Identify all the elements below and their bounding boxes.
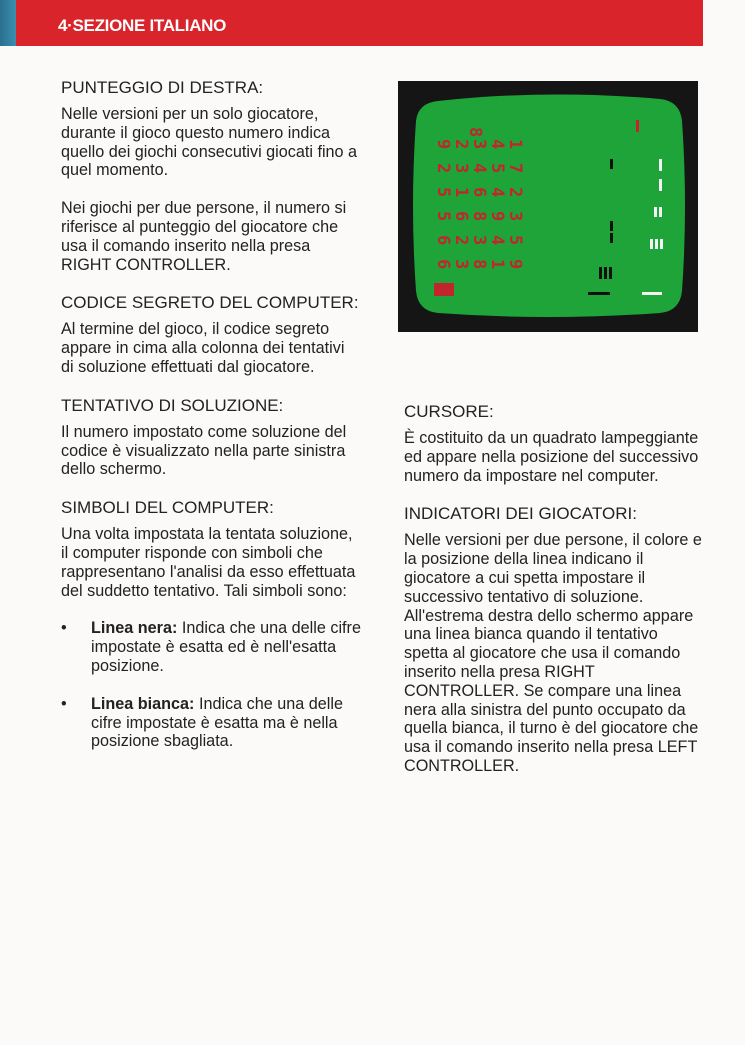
guess-digit: 3 bbox=[469, 139, 489, 150]
paragraph-indicatori bbox=[404, 531, 704, 775]
binding-edge bbox=[0, 0, 16, 46]
page-title: 4·SEZIONE ITALIANO bbox=[58, 16, 227, 35]
score-digit: 8 bbox=[465, 127, 485, 138]
guess-digit: 4 bbox=[487, 187, 507, 198]
right-column bbox=[404, 402, 704, 795]
left-column bbox=[61, 78, 361, 770]
guess-digit: 6 bbox=[469, 187, 489, 198]
guess-digit: 4 bbox=[469, 163, 489, 174]
guess-digit: 6 bbox=[433, 235, 453, 246]
guess-digit: 8 bbox=[469, 259, 489, 270]
guess-digit: 9 bbox=[487, 211, 507, 222]
text-run: . bbox=[226, 255, 231, 274]
term-linea-nera: Linea nera: bbox=[91, 619, 178, 638]
guess-digit: 5 bbox=[487, 163, 507, 174]
list-item bbox=[61, 695, 361, 751]
section-title-simboli: SIMBOLI DEL COMPUTER: bbox=[61, 498, 274, 518]
list-item bbox=[61, 619, 361, 675]
guess-digit: 9 bbox=[433, 139, 453, 150]
guess-digit: 5 bbox=[433, 211, 453, 222]
guess-digit: 4 bbox=[487, 235, 507, 246]
guess-digit: 2 bbox=[451, 139, 471, 150]
guess-digit: 6 bbox=[433, 259, 453, 270]
definition-linea-nera: Indica che una delle cifre impostate è esatta ed è nell'esatta posizione. bbox=[91, 619, 361, 675]
guess-digit: 6 bbox=[451, 211, 471, 222]
paragraph-tentativo: Il numero impostato come soluzione del codice è visualizzato nella parte sinistra dello schermo. bbox=[61, 422, 347, 479]
paragraph-simboli: Una volta impostata la tentata soluzione, il computer risponde con simboli che rappresentano l'analisi da esso effettuata del suddetto tentativo. Tali simboli sono: bbox=[61, 525, 356, 600]
guess-digit: 1 bbox=[505, 139, 525, 150]
text-run: . bbox=[514, 756, 520, 775]
section-title-punteggio: PUNTEGGIO DI DESTRA: bbox=[61, 78, 264, 97]
term-linea-bianca: Linea bianca: bbox=[91, 694, 195, 713]
cursor-square bbox=[434, 283, 454, 296]
guess-digit: 3 bbox=[451, 259, 471, 270]
symbol-list bbox=[61, 619, 361, 751]
paragraph-punteggio-1: Nelle versioni per un solo giocatore, durante il gioco questo numero indica quello dei giochi consecutivi giocati fino a quel momento. bbox=[61, 105, 358, 180]
guess-digit: 8 bbox=[469, 211, 489, 222]
guess-digit: 3 bbox=[505, 211, 525, 222]
guess-digit: 7 bbox=[505, 163, 525, 174]
definition-linea-bianca: Indica che una delle cifre impostate è esatta ma è nella posizione sbagliata. bbox=[91, 694, 343, 751]
section-title-indicatori: INDICATORI DEI GIOCATORI: bbox=[404, 504, 637, 524]
guess-digit: 2 bbox=[505, 187, 525, 198]
tv-screen-svg bbox=[398, 81, 698, 332]
controller-label: RIGHT CONTROLLER bbox=[404, 662, 595, 700]
text-run: Nei giochi per due persone, il numero si riferisce al punteggio del giocatore che usa il comando inserito nella presa bbox=[61, 199, 347, 255]
bullet-icon: • bbox=[61, 694, 67, 713]
controller-label: LEFT CONTROLLER bbox=[404, 738, 698, 775]
guess-digit: 2 bbox=[433, 163, 453, 174]
guess-digit: 9 bbox=[505, 259, 525, 270]
guess-digit: 5 bbox=[505, 235, 525, 246]
paragraph-punteggio-2 bbox=[61, 199, 361, 274]
controller-label: RIGHT CONTROLLER bbox=[61, 255, 227, 274]
section-title-tentativo: TENTATIVO DI SOLUZIONE: bbox=[61, 395, 284, 415]
guess-digit: 1 bbox=[451, 187, 471, 198]
guess-digit: 3 bbox=[451, 163, 471, 174]
section-title-cursore: CURSORE: bbox=[404, 402, 494, 421]
bullet-icon: • bbox=[61, 619, 67, 638]
paragraph-codice: Al termine del gioco, il codice segreto appare in cima alla colonna dei tentativi di soluzione effettuati dal giocatore. bbox=[61, 320, 345, 376]
text-run: . Se compare una linea nera alla sinistra del punto occupato da quella bianca, il turno è del giocatore che usa il comando inserito nella presa bbox=[404, 681, 699, 757]
paragraph-cursore: È costituito da un quadrato lampeggiante ed appare nella posizione del successivo numero da impostare nel computer. bbox=[404, 429, 699, 485]
section-title-codice: CODICE SEGRETO DEL COMPUTER: bbox=[61, 293, 359, 313]
guess-digit: 5 bbox=[433, 187, 453, 198]
guess-digit: 2 bbox=[451, 235, 471, 246]
text-run: Nelle versioni per due persone, il colore e la posizione della linea indicano il giocatore a cui spetta impostare il successivo tentativo di soluzione. All'estrema destra dello schermo appare una linea bianca quando il tentativo spetta al giocatore che usa il comando inserito nella presa bbox=[404, 531, 702, 681]
score-marker bbox=[636, 120, 639, 132]
page-header bbox=[0, 0, 703, 46]
game-screenshot bbox=[398, 81, 698, 332]
guess-digit: 3 bbox=[469, 235, 489, 246]
guess-digit: 4 bbox=[487, 139, 507, 150]
guess-digit: 1 bbox=[487, 259, 507, 270]
